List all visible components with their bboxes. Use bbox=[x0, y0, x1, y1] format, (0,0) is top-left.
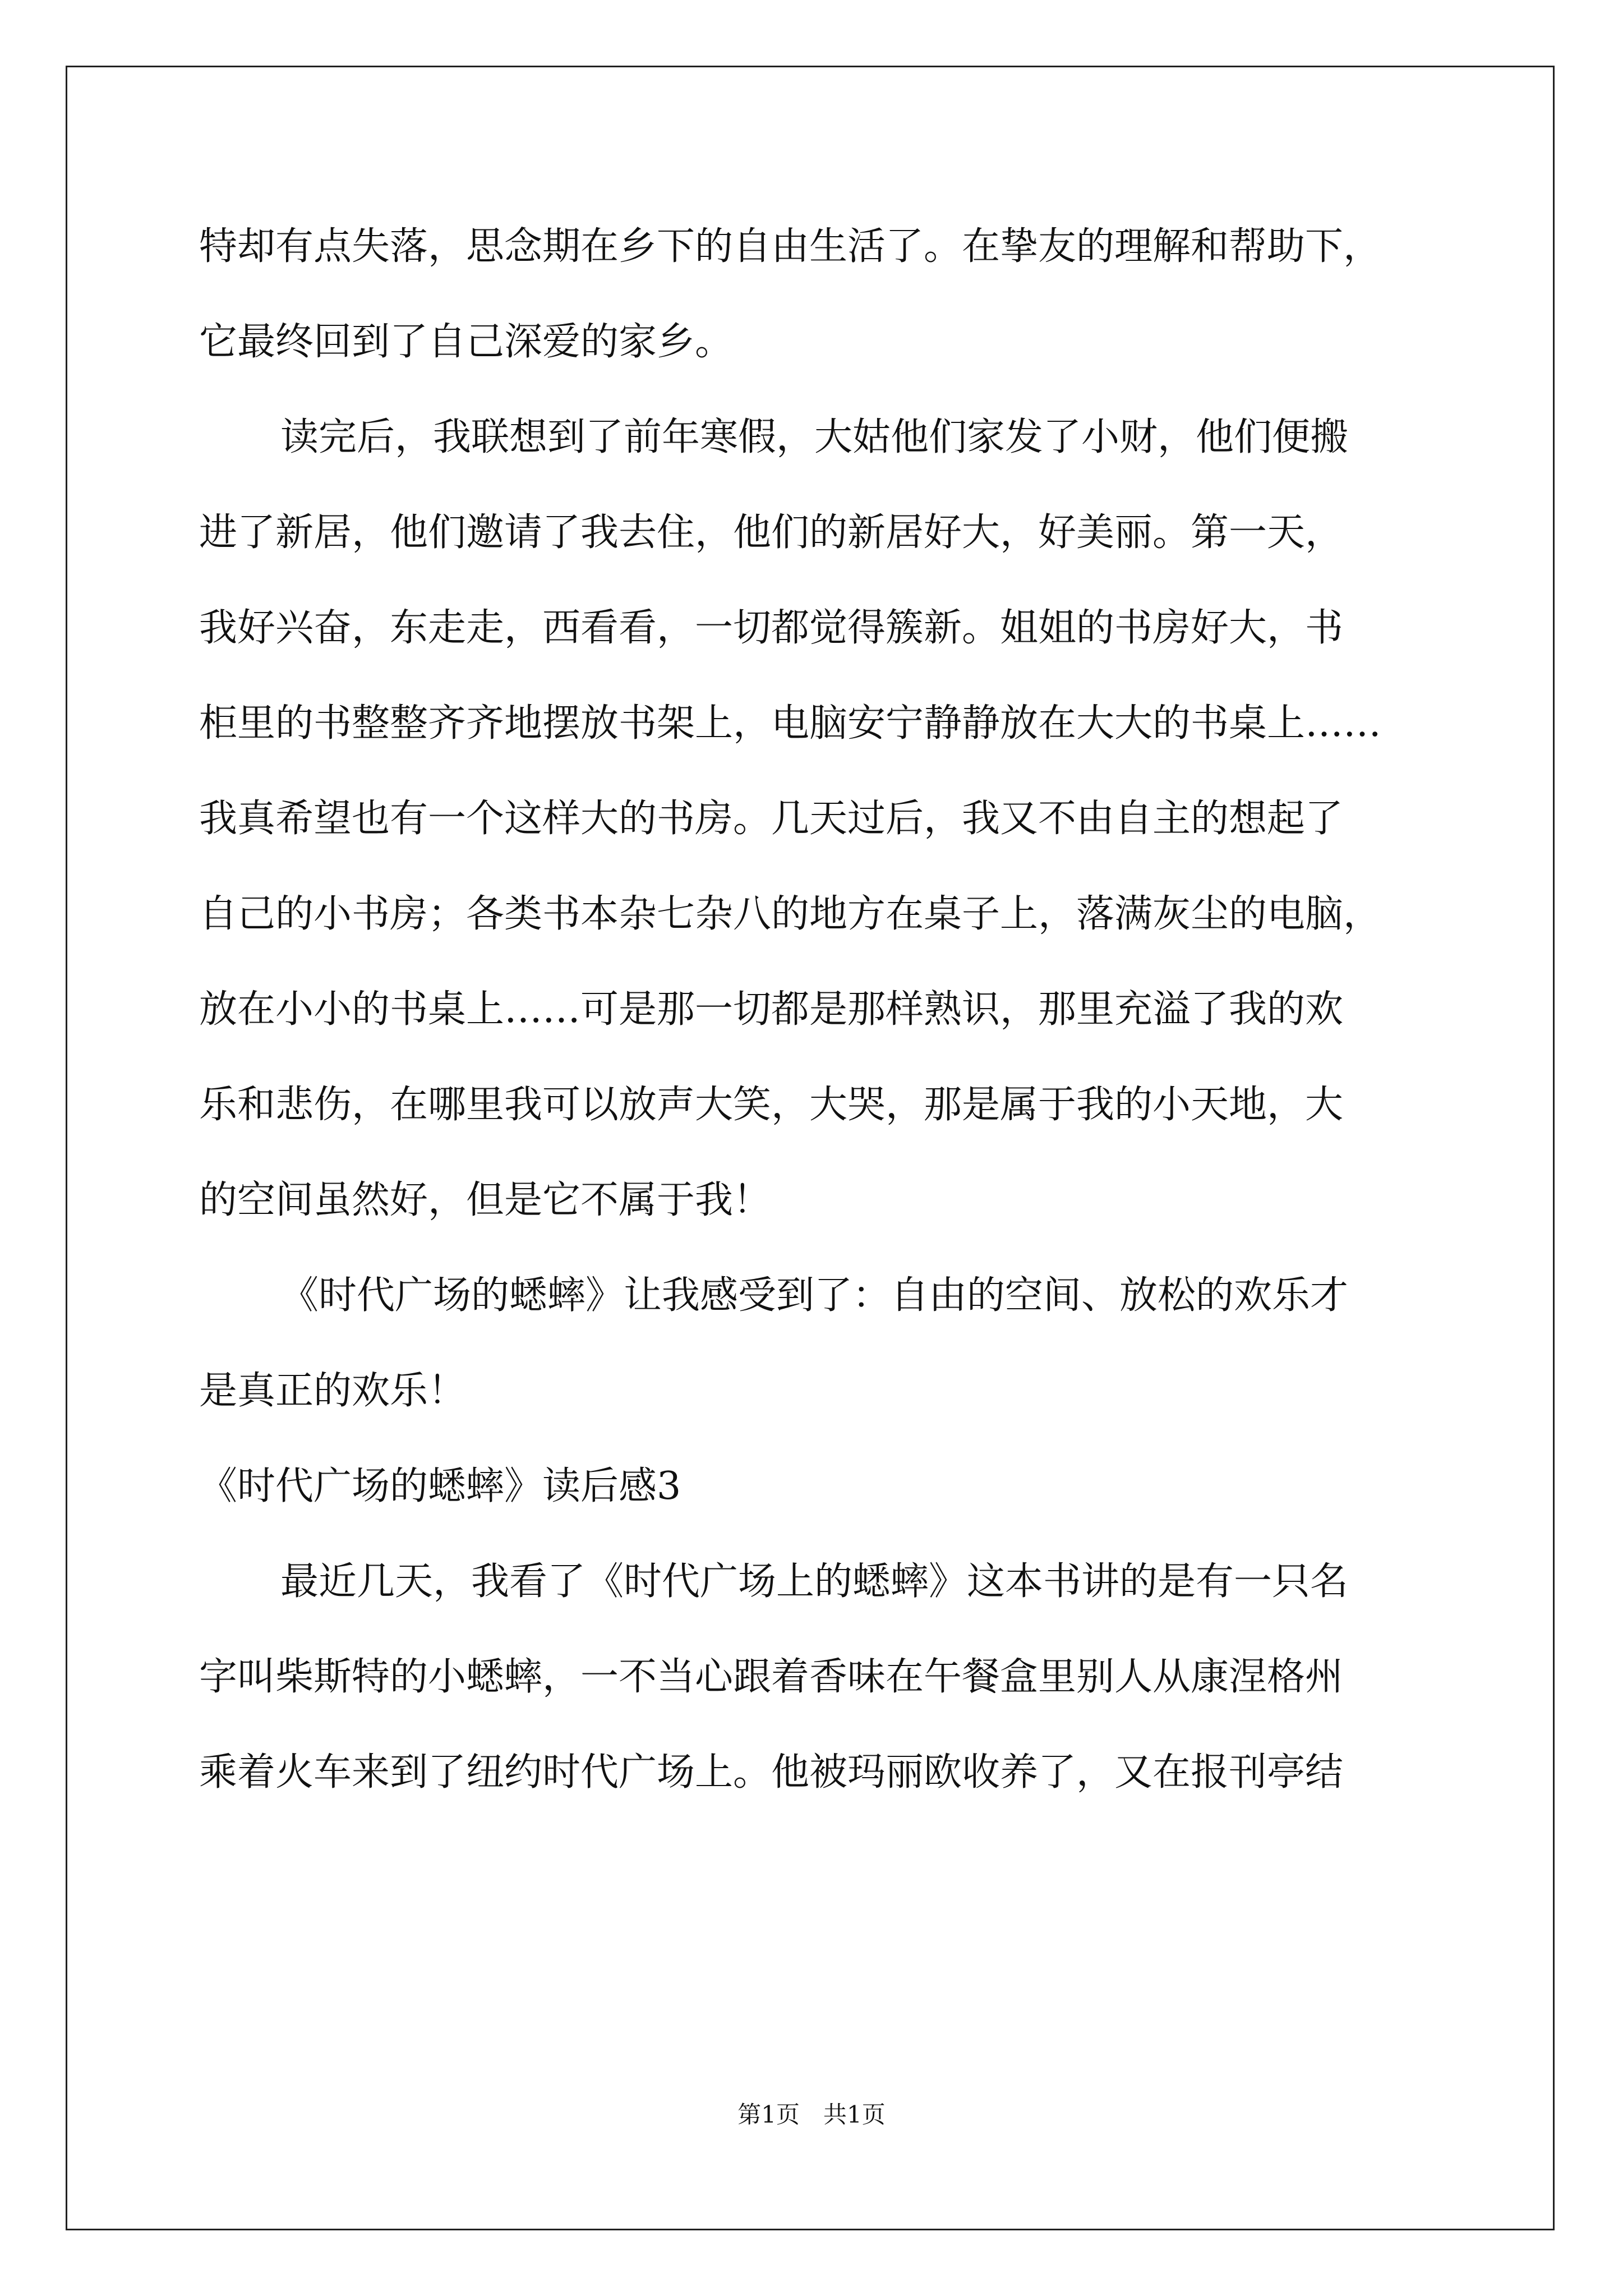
paragraph-start-line: 《时代广场的蟋蟀》让我感受到了：自由的空间、放松的欢乐才 bbox=[280, 1273, 1349, 1318]
text-line: 放在小小的书桌上……可是那一切都是那样熟识，那里充溢了我的欢 bbox=[199, 987, 1344, 1032]
text-line: 乘着火车来到了纽约时代广场上。他被玛丽欧收养了，又在报刊亭结 bbox=[199, 1750, 1344, 1795]
text-line: 乐和悲伤，在哪里我可以放声大笑，大哭，那是属于我的小天地，大 bbox=[199, 1083, 1344, 1127]
text-line: 特却有点失落，思念期在乡下的自由生活了。在挚友的理解和帮助下， bbox=[199, 224, 1382, 269]
section-heading: 《时代广场的蟋蟀》读后感3 bbox=[199, 1464, 681, 1508]
page-footer: 第1页 共1页 bbox=[737, 2101, 886, 2128]
text-line: 自己的小书房；各类书本杂七杂八的地方在桌子上，落满灰尘的电脑， bbox=[199, 892, 1382, 936]
text-line: 的空间虽然好，但是它不属于我！ bbox=[199, 1178, 772, 1222]
page-border bbox=[66, 66, 1555, 2230]
text-line: 我真希望也有一个这样大的书房。几天过后，我又不由自主的想起了 bbox=[199, 797, 1344, 841]
text-line: 进了新居，他们邀请了我去住，他们的新居好大，好美丽。第一天， bbox=[199, 510, 1344, 555]
text-line: 我好兴奋，东走走，西看看，一切都觉得簇新。姐姐的书房好大，书 bbox=[199, 606, 1344, 650]
paragraph-start-line: 最近几天，我看了《时代广场上的蟋蟀》这本书讲的是有一只名 bbox=[280, 1559, 1349, 1604]
text-line: 是真正的欢乐！ bbox=[199, 1369, 467, 1413]
text-line: 它最终回到了自己深爱的家乡。 bbox=[199, 320, 734, 364]
text-line: 柜里的书整整齐齐地摆放书架上，电脑安宁静静放在大大的书桌上…… bbox=[199, 701, 1382, 746]
text-line: 字叫柴斯特的小蟋蟀，一不当心跟着香味在午餐盒里别人从康涅格州 bbox=[199, 1655, 1344, 1699]
paragraph-start-line: 读完后，我联想到了前年寒假，大姑他们家发了小财，他们便搬 bbox=[280, 415, 1349, 459]
